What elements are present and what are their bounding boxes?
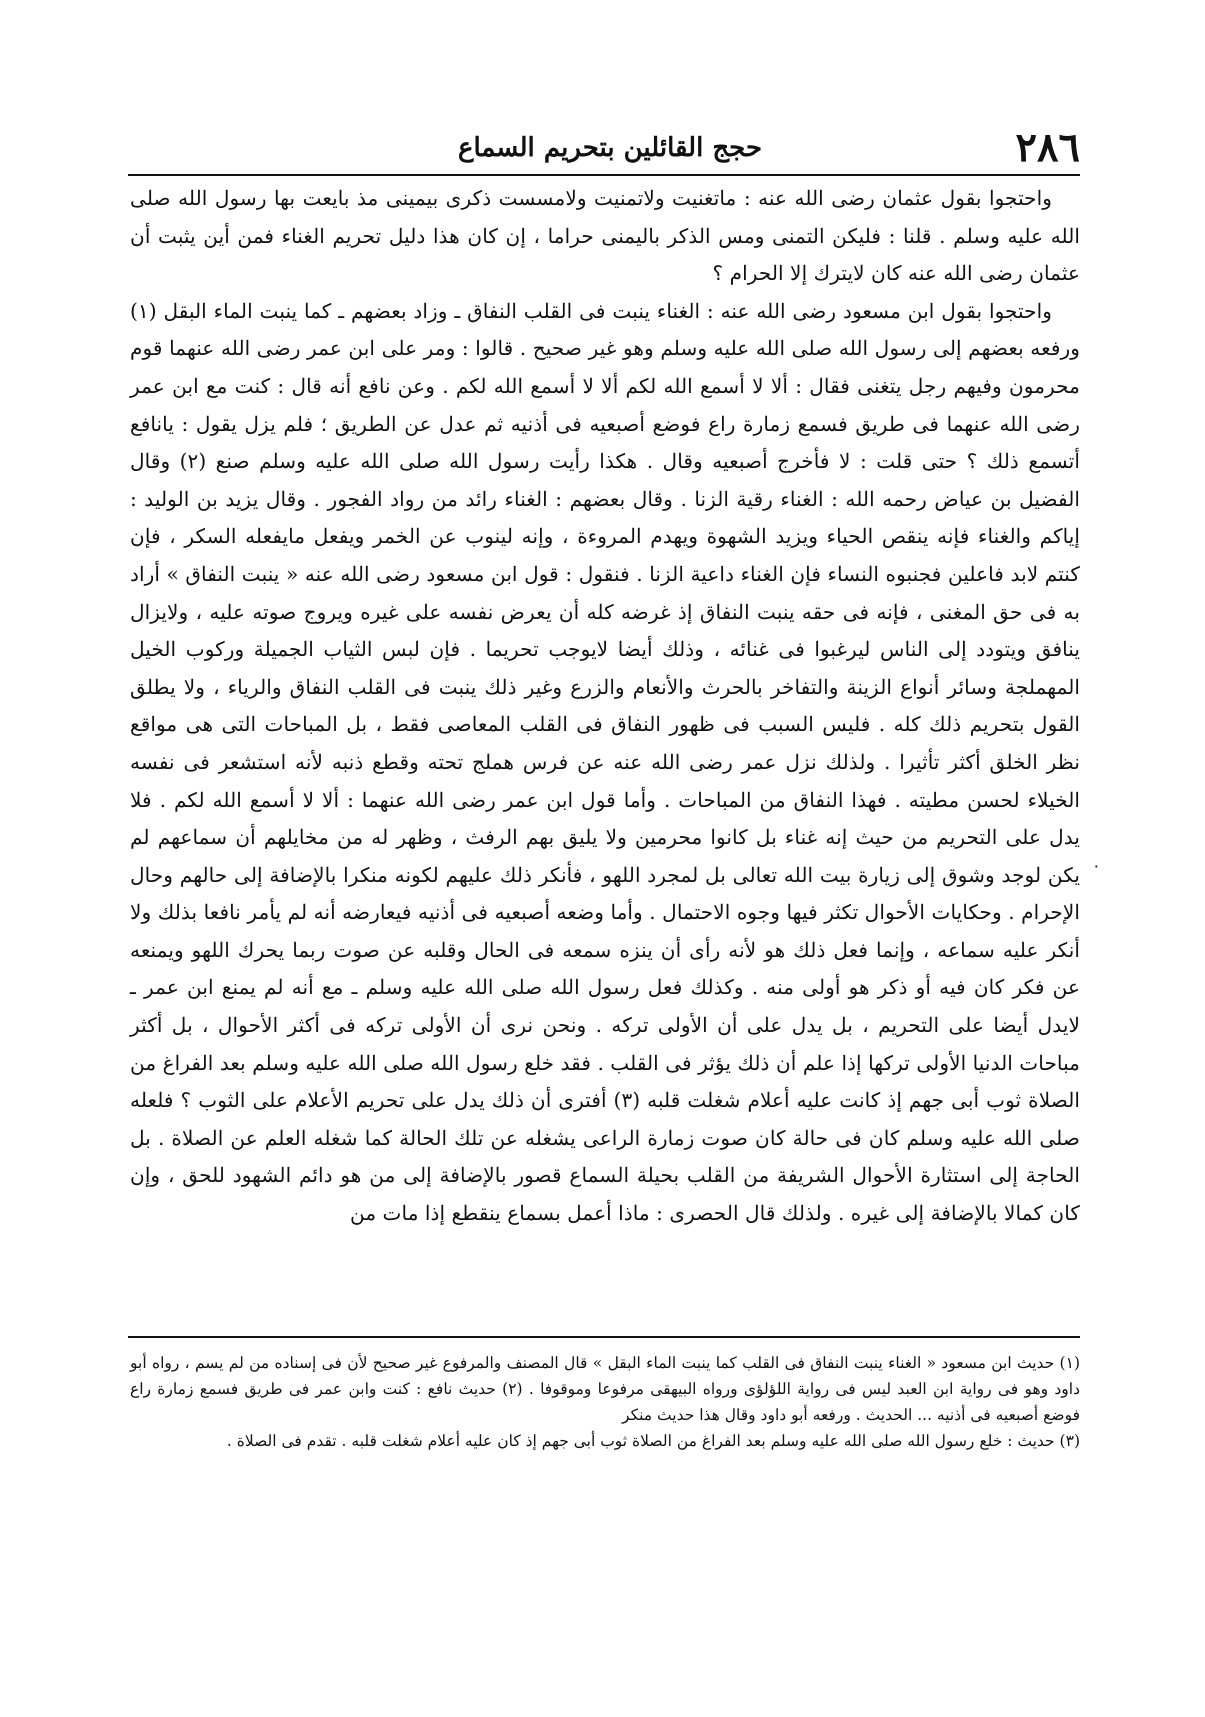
paragraph: واحتجوا بقول ابن مسعود رضى الله عنه : الغناء ينبت فى القلب النفاق ـ وزاد بعضهم ـ كما ينبت الماء البقل (١) ورفعه بعضهم إلى رسول الله صلى الله عليه وسلم وهو غير صحيح . قالوا : ومر على ابن عمر رضى الله عنهما قوم محرمون وفيهم رجل يتغنى فقال : ألا لا أسمع الله لكم ألا لا أسمع الله لكم . وعن نافع أنه قال : كنت مع ابن عمر رضى الله عنهما فى طريق فسمع زمارة راع فوضع أصبعيه فى أذنيه ثم عدل عن الطريق ؛ فلم يزل يقول : يانافع أتسمع ذلك ؟ حتى قلت : لا فأخرج أصبعيه وقال . هكذا رأيت رسول الله صلى الله عليه وسلم صنع (٢) وقال الفضيل بن عياض رحمه الله : الغناء رقية الزنا . وقال بعضهم : الغناء رائد من رواد الفجور . وقال يزيد بن الوليد : إياكم والغناء فإنه ينقص الحياء ويزيد الشهوة ويهدم المروءة ، وإنه لينوب عن الخمر ويفعل مايفعله السكر ، فإن كنتم لابد فاعلين فجنبوه النساء فإن الغناء داعية الزنا . فنقول : قول ابن مسعود رضى الله عنه « ينبت النفاق » أراد به فى حق المغنى ، فإنه فى حقه ينبت النفاق إذ غرضه كله أن يعرض نفسه على غيره ويروج صوته عليه ، ولايزال ينافق ويتودد إلى الناس ليرغبوا فى غنائه ، وذلك أيضا لايوجب تحريما . فإن لبس الثياب الجميلة وركوب الخيل المهملجة وسائر أنواع الزينة والتفاخر بالحرث والأنعام والزرع وغير ذلك ينبت فى القلب النفاق والرياء ، ولا يطلق القول بتحريم ذلك كله . فليس السبب فى ظهور النفاق فى القلب المعاصى فقط ، بل المباحات التى هى مواقع نظر الخلق أكثر تأثيرا . ولذلك نزل عمر رضى الله عنه عن فرس هملج تحته وقطع ذنبه لأنه استشعر فى نفسه الخيلاء لحسن مطيته . فهذا النفاق من المباحات . وأما قول ابن عمر رضى الله عنهما : ألا لا أسمع الله لكم . فلا يدل على التحريم من حيث إنه غناء بل كانوا محرمين ولا يليق بهم الرفث ، وظهر له من مخايلهم أن سماعهم لم يكن لوجد وشوق إلى زيارة بيت الله تعالى بل لمجرد اللهو ، فأنكر ذلك عليهم لكونه منكرا بالإضافة إلى حالهم وحال الإحرام . وحكايات الأحوال تكثر فيها وجوه الاحتمال . وأما وضعه أصبعيه فى أذنيه فيعارضه أنه لم يأمر نافعا بذلك ولا أنكر عليه سماعه ، وإنما فعل ذلك هو لأنه رأى أن ينزه سمعه فى الحال وقلبه عن صوت ربما يحرك اللهو ويمنعه عن فكر كان فيه أو ذكر هو أولى منه . وكذلك فعل رسول الله صلى الله عليه وسلم ـ مع أنه لم يمنع ابن عمر ـ لايدل أيضا على التحريم ، بل يدل على أن الأولى تركه . ونحن نرى أن الأولى تركه فى أكثر الأحوال ، بل أكثر مباحات الدنيا الأولى تركها إذا علم أن ذلك يؤثر فى القلب . فقد خلع رسول الله صلى الله عليه وسلم بعد الفراغ من الصلاة ثوب أبى جهم إذ كانت عليه أعلام شغلت قلبه (٣) أفترى أن ذلك يدل على تحريم الأعلام على الثوب ؟ فلعله صلى الله عليه وسلم كان فى حالة كان صوت زمارة الراعى يشغله عن تلك الحالة كما شغله العلم عن الصلاة . بل الحاجة إلى استثارة الأحوال الشريفة من القلب بحيلة السماع قصور بالإضافة إلى من هو دائم الشهود للحق ، وإن كان كمالا بالإضافة إلى غيره . ولذلك قال الحصرى : ماذا أعمل بسماع ينقطع إذا مات من bbox=[130, 298, 1081, 1226]
paragraph: واحتجوا بقول عثمان رضى الله عنه : ماتغنيت ولاتمنيت ولامسست ذكرى بيمينى مذ بايعت بها رسول الله صلى الله عليه وسلم . قلنا : فليكن التمنى ومس الذكر باليمنى حراما ، إن كان هذا دليل تحريم الغناء فمن أين يثبت أن عثمان رضى الله عنه كان لايترك إلا الحرام ؟ bbox=[130, 186, 1080, 286]
footnote: (٣) حديث : خلع رسول الله صلى الله عليه وسلم بعد الفراغ من الصلاة ثوب أبى جهم إذ كان عليه أعلام شغلت قلبه . تقدم فى الصلاة . bbox=[226, 1432, 1080, 1450]
page-number: ٢٨٦ bbox=[1015, 124, 1080, 171]
running-title: حجج القائلين بتحريم السماع bbox=[457, 133, 763, 163]
footnote-divider bbox=[128, 1336, 1080, 1338]
main-text bbox=[130, 180, 1080, 1310]
header-divider bbox=[128, 174, 1080, 176]
page-header bbox=[140, 118, 1080, 178]
footnotes bbox=[130, 1350, 1080, 1480]
margin-mark: ٠ bbox=[1092, 856, 1101, 875]
footnote: (١) حديث ابن مسعود « الغناء ينبت النفاق فى القلب كما ينبت الماء البقل » قال المصنف والمرفوع غير صحيح لأن فى إسناده من لم يسم ، رواه أبو داود وهو فى رواية ابن العبد ليس فى رواية اللؤلؤى ورواه البيهقى مرفوعا وموقوفا . (٢) حديث نافع : كنت وابن عمر فى طريق فسمع زمارة راع فوضع أصبعيه فى أذنيه ... الحديث . ورفعه أبو داود وقال هذا حديث منكر bbox=[130, 1354, 1080, 1424]
